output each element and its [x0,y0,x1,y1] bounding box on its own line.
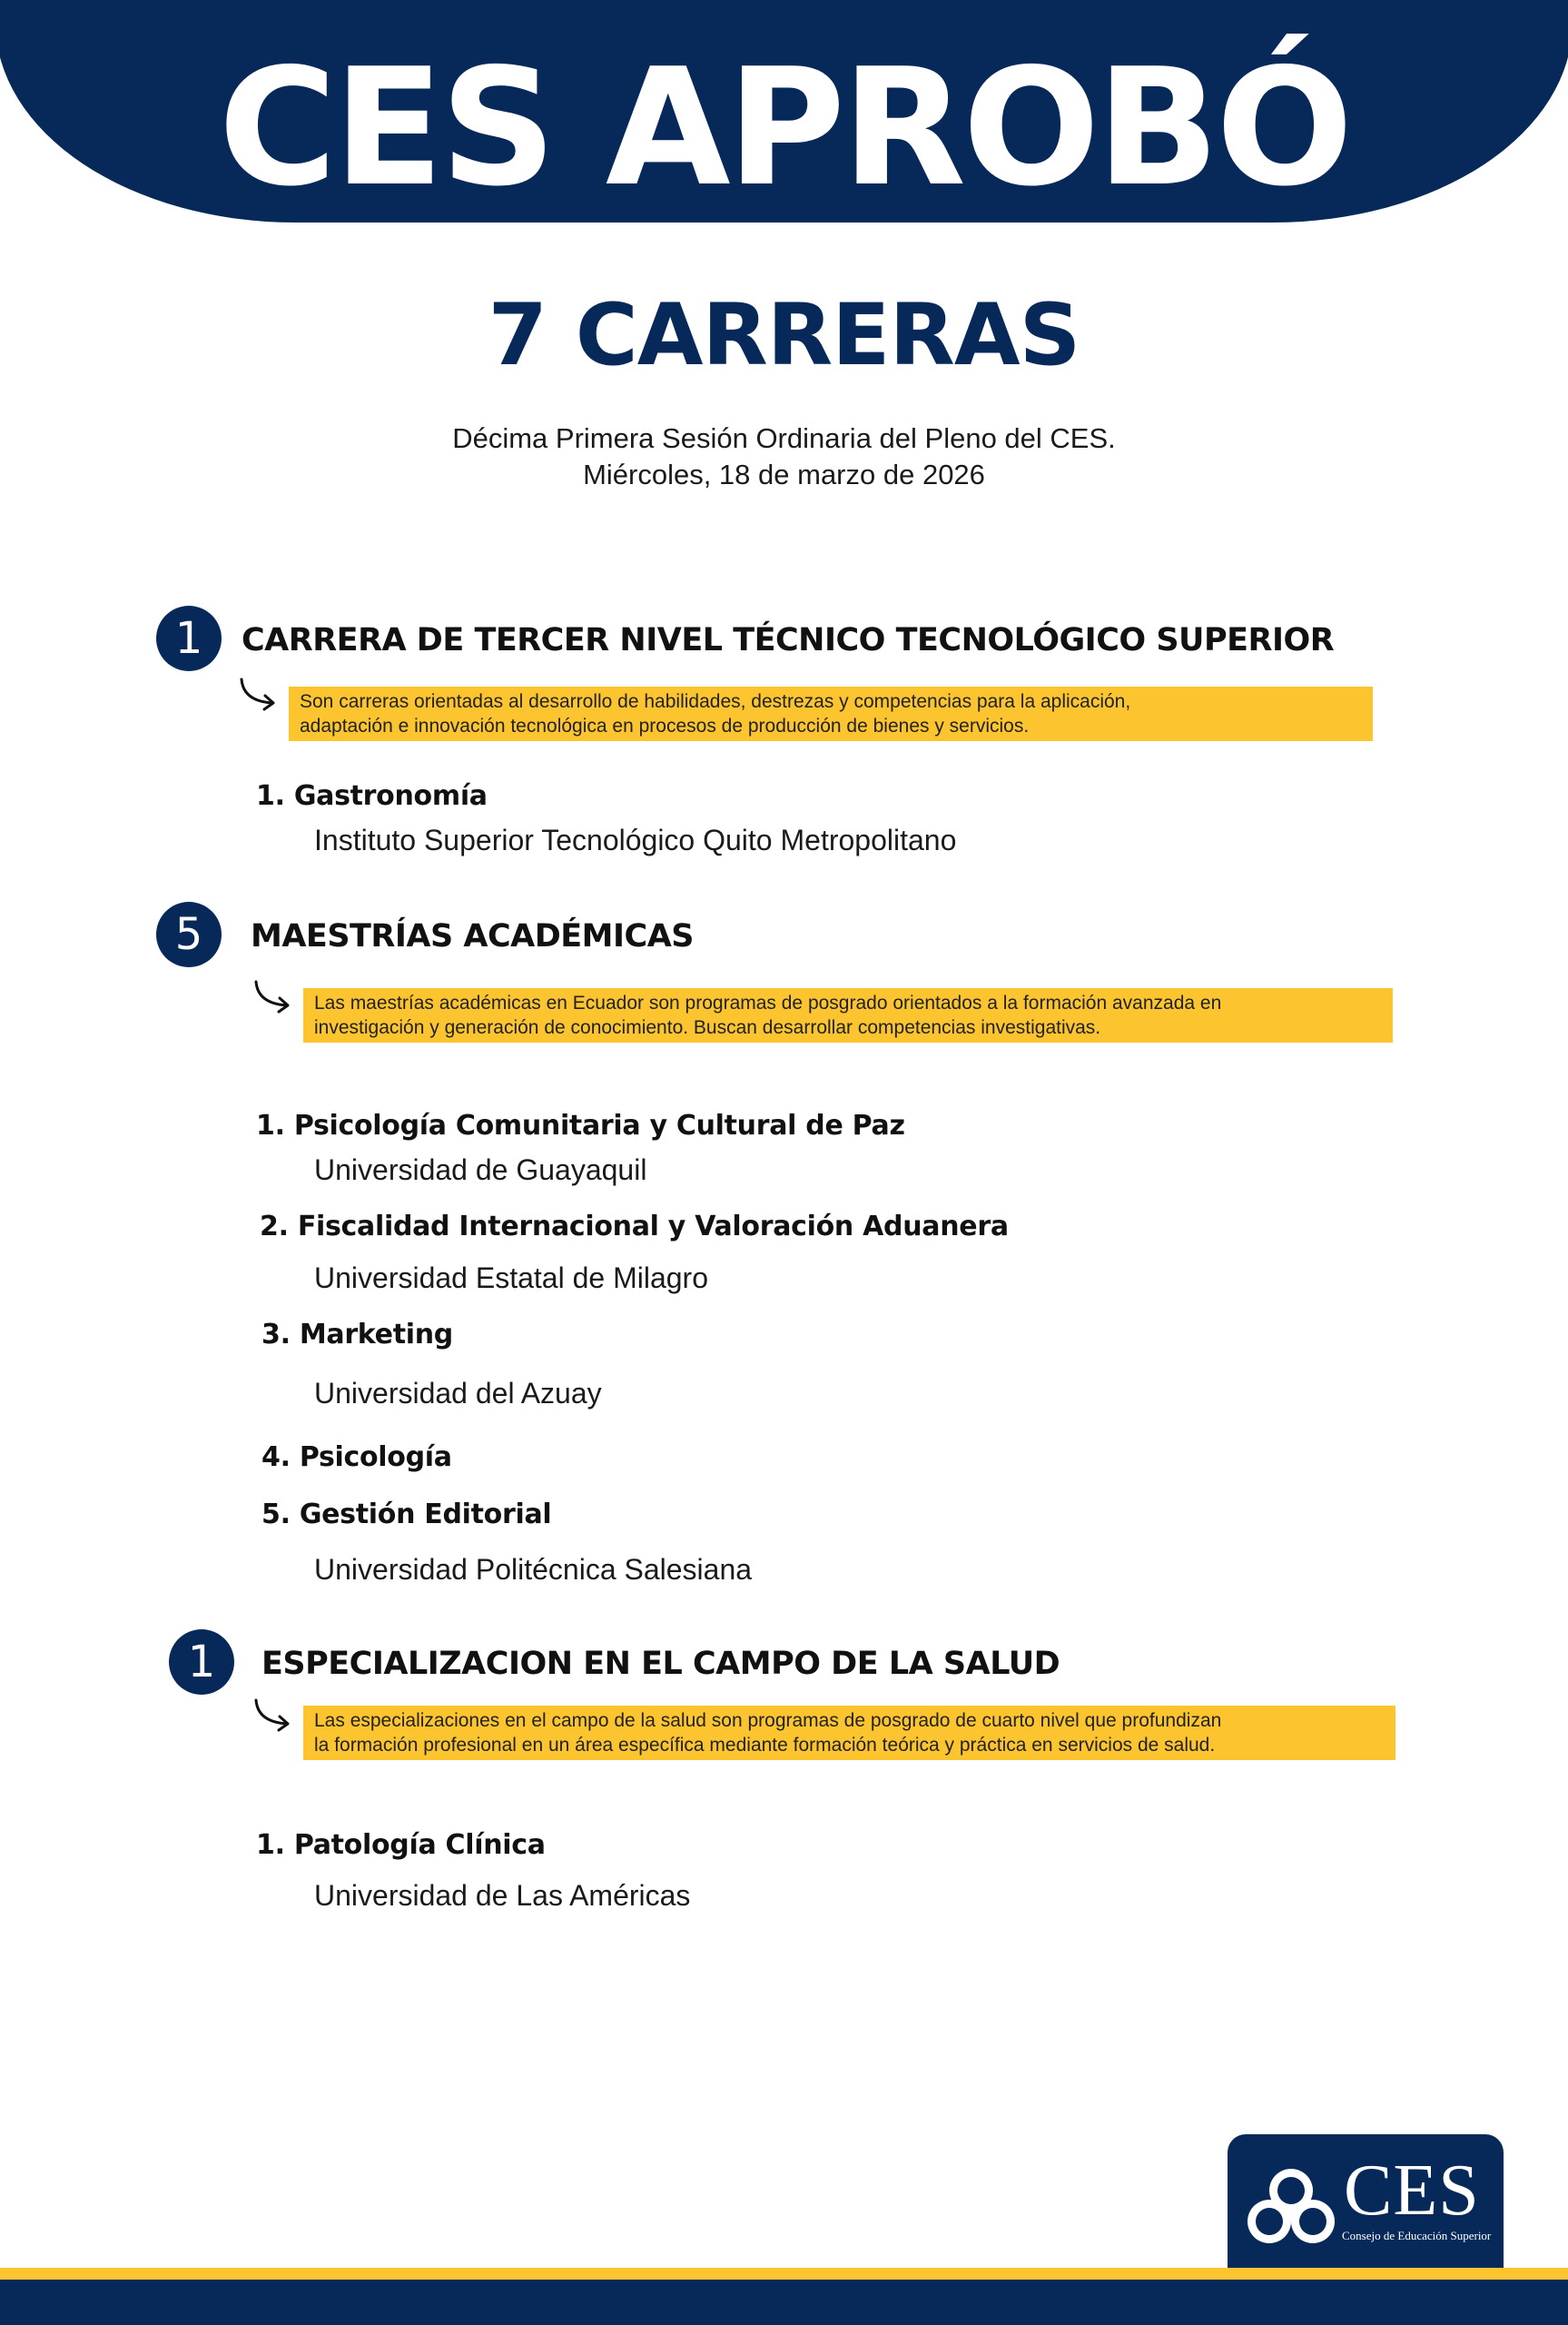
session-info [0,420,1568,493]
institution-name: Universidad de Guayaquil [314,1153,647,1186]
program-title: 1. Gastronomía [256,780,488,812]
program-title: 1. Patología Clínica [256,1829,546,1861]
ces-logo [1228,2134,1504,2271]
section-title: CARRERA DE TERCER NIVEL TÉCNICO TECNOLÓGICO SUPERIOR [242,622,1335,658]
arrow-icon [252,1697,294,1733]
section-title: ESPECIALIZACION EN EL CAMPO DE LA SALUD [261,1646,1060,1682]
section-description [303,1706,1395,1760]
description-line: adaptación e innovación tecnológica en procesos de producción de bienes y servicios. [300,716,1030,737]
description-line: Las maestrías académicas en Ecuador son programas de posgrado orientados a la formación avanzada en [314,993,1222,1014]
description-line: investigación y generación de conocimiento. Buscan desarrollar competencias investigativas. [314,1017,1101,1038]
footer-blue-bar [0,2280,1568,2325]
institution-name: Universidad Estatal de Milagro [314,1261,708,1294]
page-title: CES APROBÓ [218,34,1350,222]
program-title: 3. Marketing [261,1319,453,1350]
logo-text: CES [1344,2151,1480,2231]
session-line-1: Décima Primera Sesión Ordinaria del Pleno del CES. [452,422,1116,454]
section-count-badge: 5 [156,902,222,967]
arrow-icon [252,978,294,1014]
ces-emblem-icon [1244,2163,1338,2254]
session-line-2: Miércoles, 18 de marzo de 2026 [583,459,985,490]
description-line: la formación profesional en un área específica mediante formación teórica y práctica en servicios de salud. [314,1735,1216,1756]
section-description [289,687,1373,741]
program-title: 2. Fiscalidad Internacional y Valoración Aduanera [260,1211,1009,1242]
description-line: Las especializaciones en el campo de la salud son programas de posgrado de cuarto nivel que profundizan [314,1710,1222,1731]
program-title: 4. Psicología [261,1441,452,1473]
page-subtitle: 7 CARRERAS [488,286,1080,385]
program-title: 5. Gestión Editorial [261,1499,552,1530]
footer-yellow-stripe [0,2268,1568,2280]
logo-subtitle: Consejo de Educación Superior [1342,2229,1492,2242]
section-title: MAESTRÍAS ACADÉMICAS [251,918,695,955]
institution-name: Universidad de Las Américas [314,1879,691,1912]
section-count-badge: 1 [156,606,222,671]
arrow-icon [238,676,280,712]
description-line: Son carreras orientadas al desarrollo de habilidades, destrezas y competencias para la aplicación, [300,691,1131,712]
section-description [303,988,1393,1043]
institution-name: Universidad Politécnica Salesiana [314,1553,753,1586]
section-count-badge: 1 [169,1629,234,1695]
institution-name: Instituto Superior Tecnológico Quito Metropolitano [314,824,957,856]
institution-name: Universidad del Azuay [314,1377,602,1410]
program-title: 1. Psicología Comunitaria y Cultural de Paz [256,1110,905,1142]
